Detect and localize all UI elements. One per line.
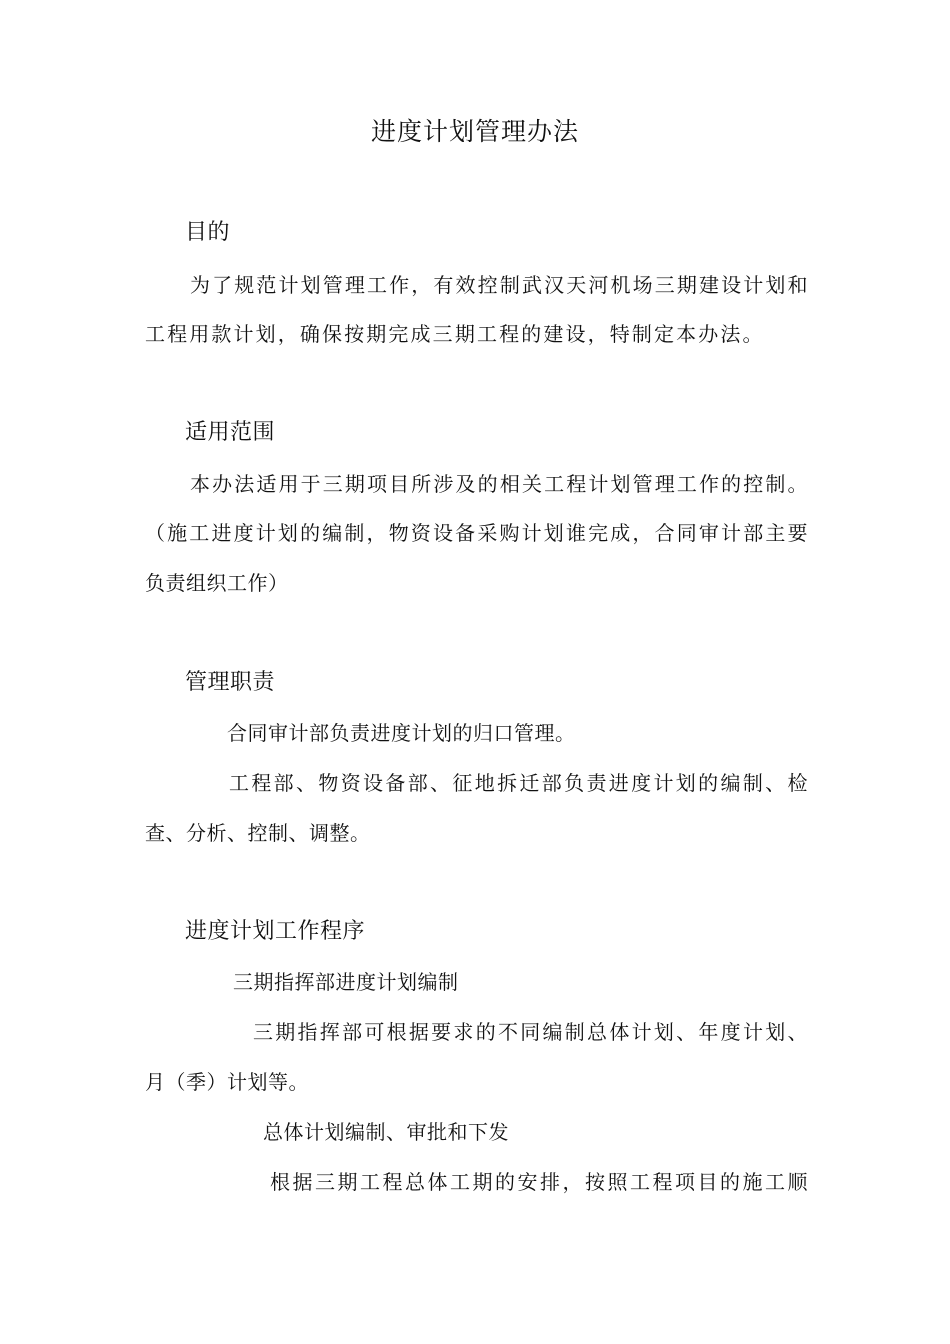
duties-paragraph-line-1: 合同审计部负责进度计划的归口管理。 xyxy=(227,721,576,745)
procedure-paragraph-line-2: 月（季）计划等。 xyxy=(145,1070,309,1094)
scope-paragraph-line-2: （施工进度计划的编制，物资设备采购计划谁完成，合同审计部主要 xyxy=(145,521,808,545)
scope-paragraph-line-1: 本办法适用于三期项目所涉及的相关工程计划管理工作的控制。 xyxy=(190,472,808,496)
purpose-paragraph-line-1: 为了规范计划管理工作，有效控制武汉天河机场三期建设计划和 xyxy=(190,273,808,297)
duties-paragraph-line-2: 工程部、物资设备部、征地拆迁部负责进度计划的编制、检 xyxy=(229,771,808,795)
procedure-subheading-2: 总体计划编制、审批和下发 xyxy=(263,1120,509,1144)
page-title: 进度计划管理办法 xyxy=(370,117,579,146)
purpose-paragraph-line-2: 工程用款计划，确保按期完成三期工程的建设，特制定本办法。 xyxy=(145,322,763,346)
procedure-paragraph-line-1: 三期指挥部可根据要求的不同编制总体计划、年度计划、 xyxy=(253,1020,808,1044)
section-heading-purpose: 目的 xyxy=(185,220,231,245)
procedure-subheading-1: 三期指挥部进度计划编制 xyxy=(233,970,459,994)
procedure-paragraph-line-3: 根据三期工程总体工期的安排，按照工程项目的施工顺 xyxy=(270,1170,808,1194)
scope-paragraph-line-3: 负责组织工作） xyxy=(145,571,289,595)
section-heading-duties: 管理职责 xyxy=(185,670,276,695)
section-heading-procedure: 进度计划工作程序 xyxy=(185,919,366,944)
duties-paragraph-line-3: 查、分析、控制、调整。 xyxy=(145,821,371,845)
section-heading-scope: 适用范围 xyxy=(185,420,276,445)
